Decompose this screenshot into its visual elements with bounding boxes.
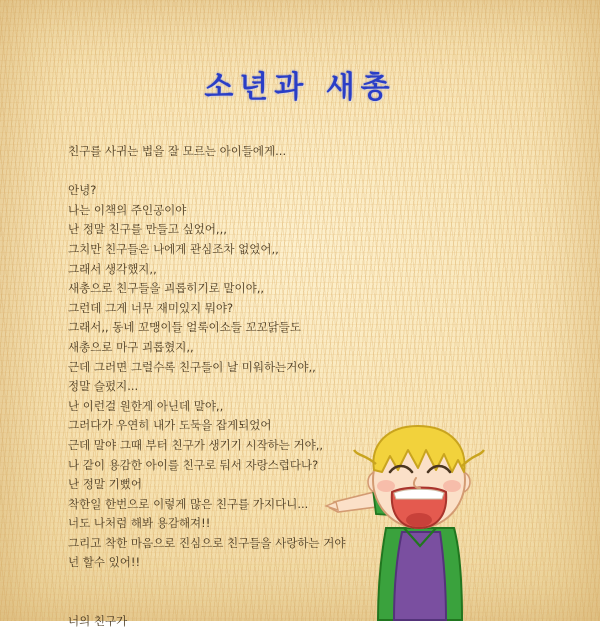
letter-line: 근데 그러면 그럴수록 친구들이 날 미워하는거야,,	[68, 359, 316, 374]
letter-line: 정말 슬펐지...	[68, 379, 139, 394]
letter-line: 안녕?	[68, 183, 97, 198]
letter-line: 새총으로 친구들을 괴롭히기로 말이야,,	[68, 281, 265, 296]
letter-line: 착한일 한번으로 이렇게 많은 친구를 가지다니...	[68, 496, 309, 511]
spacer	[68, 162, 498, 182]
letter-body	[68, 142, 498, 632]
letter-line: 그치만 친구들은 나에게 관심조차 없었어,,	[68, 241, 279, 256]
letter-line: 난 이런걸 원한게 아닌데 말야,,	[68, 398, 224, 413]
letter-line: 그런데 그게 너무 재미있지 뭐야?	[68, 300, 234, 315]
spacer	[68, 593, 498, 613]
letter-line: 너도 나처럼 해봐 용감해져!!	[68, 516, 211, 531]
letter-line: 나는 이책의 주인공이야	[68, 202, 187, 217]
letter-salutation: 친구를 사귀는 법을 잘 모르는 아이들에게...	[68, 144, 287, 158]
letter-line: 그러다가 우연히 내가 도둑을 잡게되었어	[68, 418, 272, 433]
letter-line: 나 같이 용감한 아이를 친구로 둬서 자랑스럽다나?	[68, 457, 319, 472]
letter-line: 넌 할수 있어!!	[68, 555, 141, 570]
letter-signature: 너의 친구가	[68, 614, 128, 629]
letter-line: 근데 말야 그때 부터 친구가 생기기 시작하는 거야,,	[68, 437, 324, 452]
letter-line: 그래서 생각했지,,	[68, 261, 157, 276]
spacer	[68, 573, 498, 593]
page-title: 소년과 새총	[204, 70, 396, 105]
letter-line: 난 정말 친구를 만들고 싶었어,,,	[68, 222, 227, 237]
letter-line: 그래서,, 동네 꼬맹이들 얼룩이소들 꼬꼬닭들도	[68, 320, 302, 335]
letter-line: 그리고 착한 마음으로 진심으로 친구들을 사랑하는 거야	[68, 535, 346, 550]
letter-line: 난 정말 기뻤어	[68, 477, 142, 492]
letter-line: 새총으로 마구 괴롭혔지,,	[68, 339, 194, 354]
